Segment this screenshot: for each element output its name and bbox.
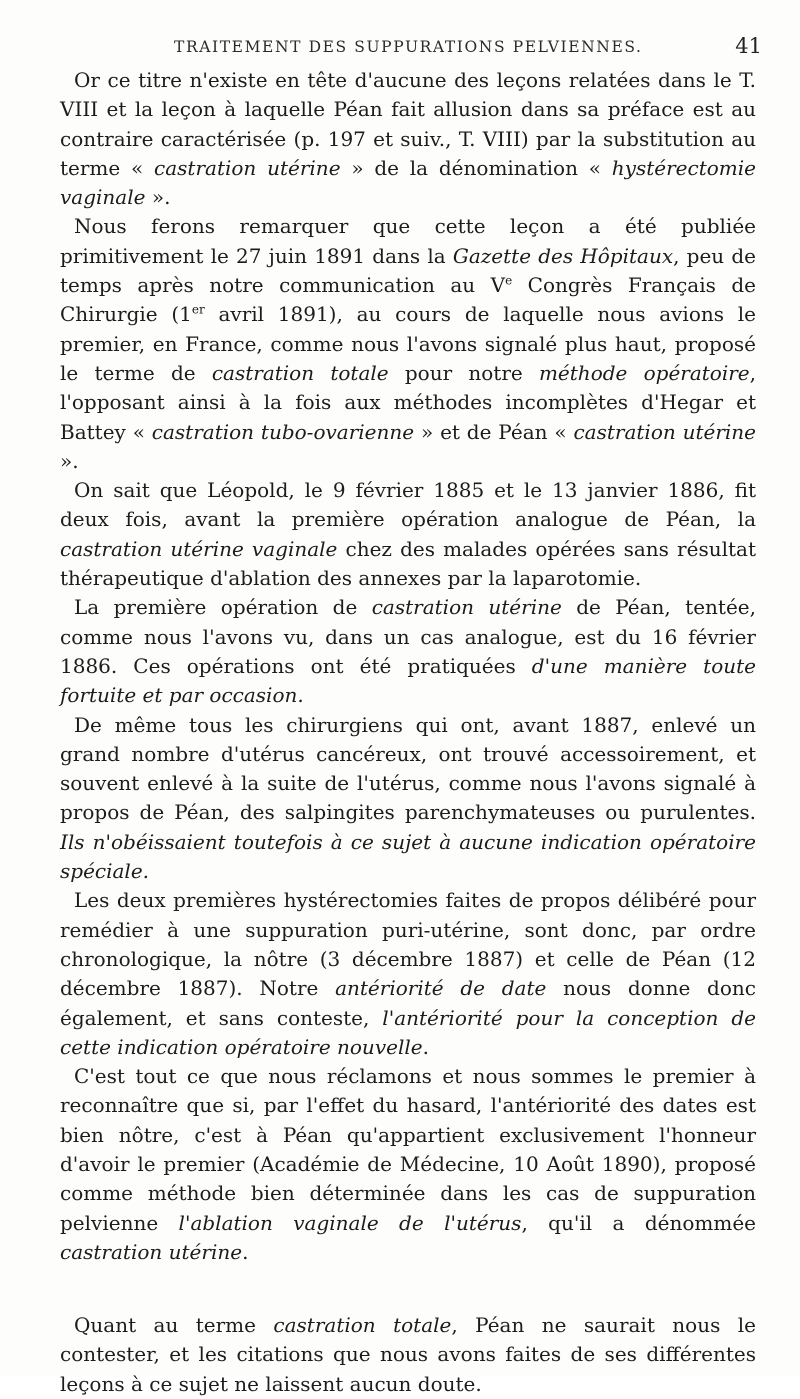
italic-text: l'ablation vaginale de l'utérus xyxy=(178,1210,522,1235)
paragraph xyxy=(60,212,756,476)
italic-text: castration utérine xyxy=(371,595,562,620)
text-run: La première opération de xyxy=(74,595,372,620)
text-run: de Péan, tentée, comme nous l'avons vu, dans un cas analogue, est du 16 février 1886. Ces opérations ont été pratiquées xyxy=(60,595,756,678)
paragraph xyxy=(60,711,756,887)
italic-text: méthode opératoire xyxy=(538,360,750,385)
paragraph xyxy=(60,1311,756,1399)
text-run: avril 1891), au cours de laquelle nous avions le premier, en France, comme nous l'avons signalé plus haut, proposé le terme de xyxy=(60,302,756,385)
italic-text: hystérectomie vaginale xyxy=(60,155,756,210)
italic-text: l'antériorité pour la conception de cette indication opératoire nouvelle xyxy=(60,1005,756,1059)
text-run: , qu'il a dénommée xyxy=(521,1210,756,1235)
text-run: ». xyxy=(60,448,79,473)
italic-text: Ils n'obéissaient toutefois à ce sujet à aucune indication opératoire spéciale. xyxy=(60,829,756,884)
text-run: pour notre xyxy=(388,360,539,385)
italic-text: castration totale xyxy=(211,360,389,385)
superscript: er xyxy=(191,302,205,317)
text-run: Les deux premières hystérectomies faites de propos délibéré pour remédier à une suppuration puri-utérine, sont donc, par ordre chronologique, la nôtre (3 décembre 1887) et celle de Péan (12 décembre 1887). Notre xyxy=(60,888,756,1001)
text-run: ». xyxy=(145,185,171,210)
text-run: Or ce titre n'existe en tête d'aucune des leçons relatées dans le T. VIII et la leçon à laquelle Péan fait allusion dans sa préface est au contraire caractérisée (p. 197 et suiv., T. VIII) par la substitution au terme « xyxy=(60,68,756,180)
superscript: e xyxy=(505,273,513,288)
paragraph-gap xyxy=(60,1267,756,1311)
text-run: nous donne donc également, et sans conteste, xyxy=(60,976,756,1030)
running-title: TRAITEMENT DES SUPPURATIONS PELVIENNES. xyxy=(174,38,643,56)
text-run: chez des malades opérées sans résultat thérapeutique d'ablation des annexes par la laparotomie. xyxy=(60,536,756,591)
italic-text: castration utérine xyxy=(154,155,341,180)
italic-text: castration utérine xyxy=(573,419,757,444)
text-run: , peu de temps après notre communication au V xyxy=(60,243,756,298)
italic-text: castration totale xyxy=(273,1313,452,1338)
italic-text: Gazette des Hôpitaux xyxy=(452,243,674,268)
paragraph xyxy=(60,1062,756,1267)
italic-text: antériorité de date xyxy=(335,976,547,1001)
page-number: 41 xyxy=(735,34,762,58)
text-run: . xyxy=(242,1239,249,1264)
text-run: On sait que Léopold, le 9 février 1885 et le 13 janvier 1886, fit deux fois, avant la première opération analogue de Péan, la xyxy=(60,478,756,532)
paragraph xyxy=(60,886,756,1062)
paragraph xyxy=(60,593,756,710)
italic-text: castration tubo-ovarienne xyxy=(151,419,415,444)
body-text xyxy=(60,66,756,1399)
page-header xyxy=(62,34,762,64)
text-run: » et de Péan « xyxy=(414,419,574,444)
italic-text: castration utérine vaginale xyxy=(60,536,338,561)
text-run: Quant au terme xyxy=(74,1313,274,1338)
text-run: » de la dénomination « xyxy=(340,155,612,180)
text-run: De même tous les chirurgiens qui ont, avant 1887, enlevé un grand nombre d'utérus cancéreux, ont trouvé accessoirement, et souvent enlevé à la suite de l'utérus, comme nous l'avons signalé à propos de Péan, des salpingites parenchymateuses ou purulentes. xyxy=(60,712,756,825)
text-run: Nous ferons remarquer que cette leçon a été publiée primitivement le 27 juin 1891 dans la xyxy=(60,214,756,268)
italic-text: d'une manière toute fortuite et par occasion. xyxy=(60,653,756,708)
paragraph xyxy=(60,66,756,212)
paragraph xyxy=(60,476,756,593)
text-run: , Péan ne saurait nous le contester, et les citations que nous avons faites de ses différentes leçons à ce sujet ne laissent aucun doute. xyxy=(60,1313,756,1396)
text-run: , l'opposant ainsi à la fois aux méthodes incomplètes d'Hegar et Battey « xyxy=(60,360,756,444)
text-run: . xyxy=(422,1034,429,1059)
text-run: Congrès Français de Chirurgie (1 xyxy=(60,273,756,327)
text-run: C'est tout ce que nous réclamons et nous sommes le premier à reconnaître que si, par l'effet du hasard, l'antériorité des dates est bien nôtre, c'est à Péan qu'appartient exclusivement l'honneur d'avoir le premier (Académie de Médecine, 10 Août 1890), proposé comme méthode bien déterminée dans les cas de suppuration pelvienne xyxy=(60,1064,756,1235)
italic-text: castration utérine xyxy=(60,1239,243,1264)
